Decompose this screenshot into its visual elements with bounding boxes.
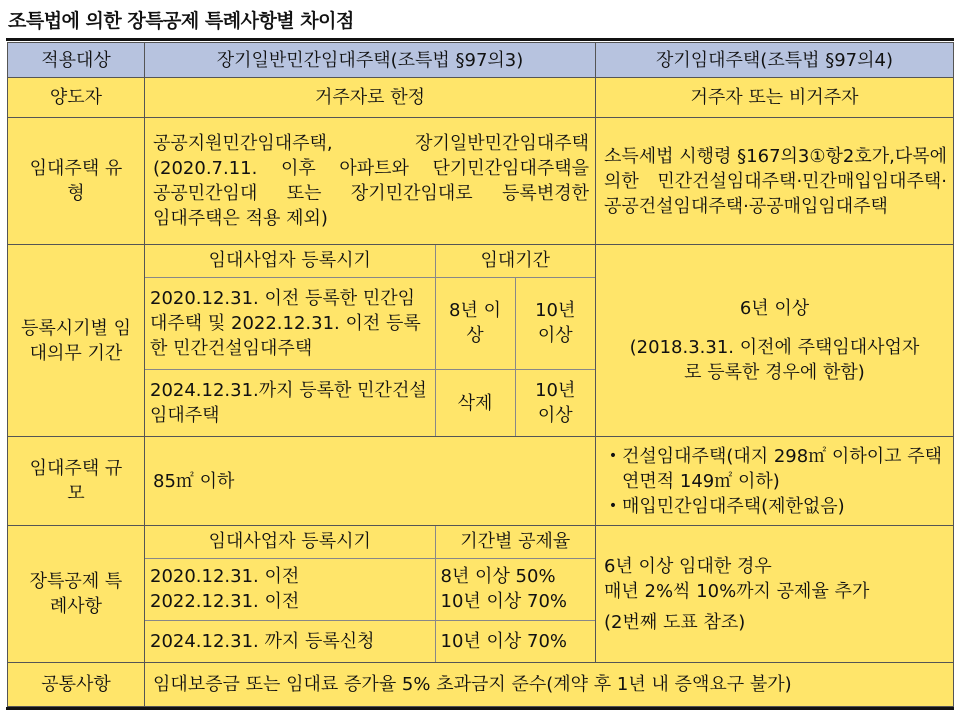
row-scale bbox=[8, 437, 954, 526]
special-sub-header-time: 임대사업자 등록시기 bbox=[145, 526, 435, 558]
top-rule bbox=[6, 38, 954, 41]
transferor-rental: 거주자 또는 비거주자 bbox=[596, 78, 954, 118]
period-r1-b: 10년 이상 bbox=[515, 277, 595, 369]
label-type: 임대주택 유형 bbox=[8, 118, 145, 245]
row-transferor bbox=[8, 78, 954, 118]
label-common: 공통사항 bbox=[8, 663, 145, 707]
type-rental: 소득세법 시행령 §167의3①항2호가,다목에 의한 민간건설임대주택·민간매입임대주택·공공건설임대주택·공공매입임대주택 bbox=[596, 118, 954, 245]
period-sub-header-time: 임대사업자 등록시기 bbox=[145, 245, 435, 277]
transferor-general: 거주자로 한정 bbox=[145, 78, 596, 118]
period-r2-b: 10년 이상 bbox=[515, 370, 595, 436]
header-target: 적용대상 bbox=[8, 43, 145, 78]
special-subtable bbox=[145, 526, 595, 662]
header-long-term-general: 장기일반민간임대주택(조특법 §97의3) bbox=[145, 43, 596, 78]
period-sub-header-period: 임대기간 bbox=[435, 245, 595, 277]
special-r2-time: 2024.12.31. 까지 등록신청 bbox=[145, 620, 435, 662]
scale-bullet-2: • 매입민간임대주택(제한없음) bbox=[604, 494, 945, 519]
bullet-icon: • bbox=[608, 497, 618, 514]
type-general: 공공지원민간임대주택, 장기일반민간임대주택(2020.7.11. 이후 아파트와 단기민간임대주택을 공공민간임대 또는 장기민간임대로 등록변경한 임대주택은 적용 제외) bbox=[145, 118, 596, 245]
period-rental-note: (2018.3.31. 이전에 주택임대사업자로 등록한 경우에 한함) bbox=[629, 337, 920, 383]
label-transferor: 양도자 bbox=[8, 78, 145, 118]
row-special bbox=[8, 526, 954, 663]
period-subtable bbox=[145, 245, 595, 436]
header-long-term-rental: 장기임대주택(조특법 §97의4) bbox=[596, 43, 954, 78]
comparison-table bbox=[7, 42, 954, 707]
special-r2-rate: 10년 이상 70% bbox=[435, 620, 595, 662]
period-rental bbox=[596, 245, 954, 437]
special-sub-header-rate: 기간별 공제율 bbox=[435, 526, 595, 558]
special-general bbox=[145, 526, 596, 663]
page-title: 조특법에 의한 장특공제 특례사항별 차이점 bbox=[8, 10, 354, 32]
period-rental-main: 6년 이상 bbox=[739, 298, 810, 319]
label-scale: 임대주택 규모 bbox=[8, 437, 145, 526]
period-r2-a: 삭제 bbox=[435, 370, 515, 436]
special-r1-rate: 8년 이상 50% 10년 이상 70% bbox=[435, 558, 595, 620]
row-period bbox=[8, 245, 954, 437]
special-rental: 6년 이상 임대한 경우 매년 2%씩 10%까지 공제율 추가 (2번째 도표 참조) bbox=[596, 526, 954, 663]
special-r1-time: 2020.12.31. 이전 2022.12.31. 이전 bbox=[145, 558, 435, 620]
row-common bbox=[8, 663, 954, 707]
scale-general: 85㎡ 이하 bbox=[145, 437, 596, 526]
scale-bullet-1: • 건설임대주택(대지 298㎡ 이하이고 주택 연면적 149㎡ 이하) bbox=[604, 444, 945, 494]
bullet-icon: • bbox=[608, 447, 618, 464]
period-r1-time: 2020.12.31. 이전 등록한 민간임대주택 및 2022.12.31. 이전 등록한 민간건설임대주택 bbox=[145, 277, 435, 369]
period-general bbox=[145, 245, 596, 437]
scale-rental bbox=[596, 437, 954, 526]
label-period: 등록시기별 임대의무 기간 bbox=[8, 245, 145, 437]
common-text: 임대보증금 또는 임대료 증가율 5% 초과금지 준수(계약 후 1년 내 증액요구 불가) bbox=[145, 663, 954, 707]
bottom-rule bbox=[6, 707, 954, 710]
header-row bbox=[8, 43, 954, 78]
label-special: 장특공제 특례사항 bbox=[8, 526, 145, 663]
period-r1-a: 8년 이상 bbox=[435, 277, 515, 369]
period-r2-time: 2024.12.31.까지 등록한 민간건설임대주택 bbox=[145, 370, 435, 436]
row-type bbox=[8, 118, 954, 245]
